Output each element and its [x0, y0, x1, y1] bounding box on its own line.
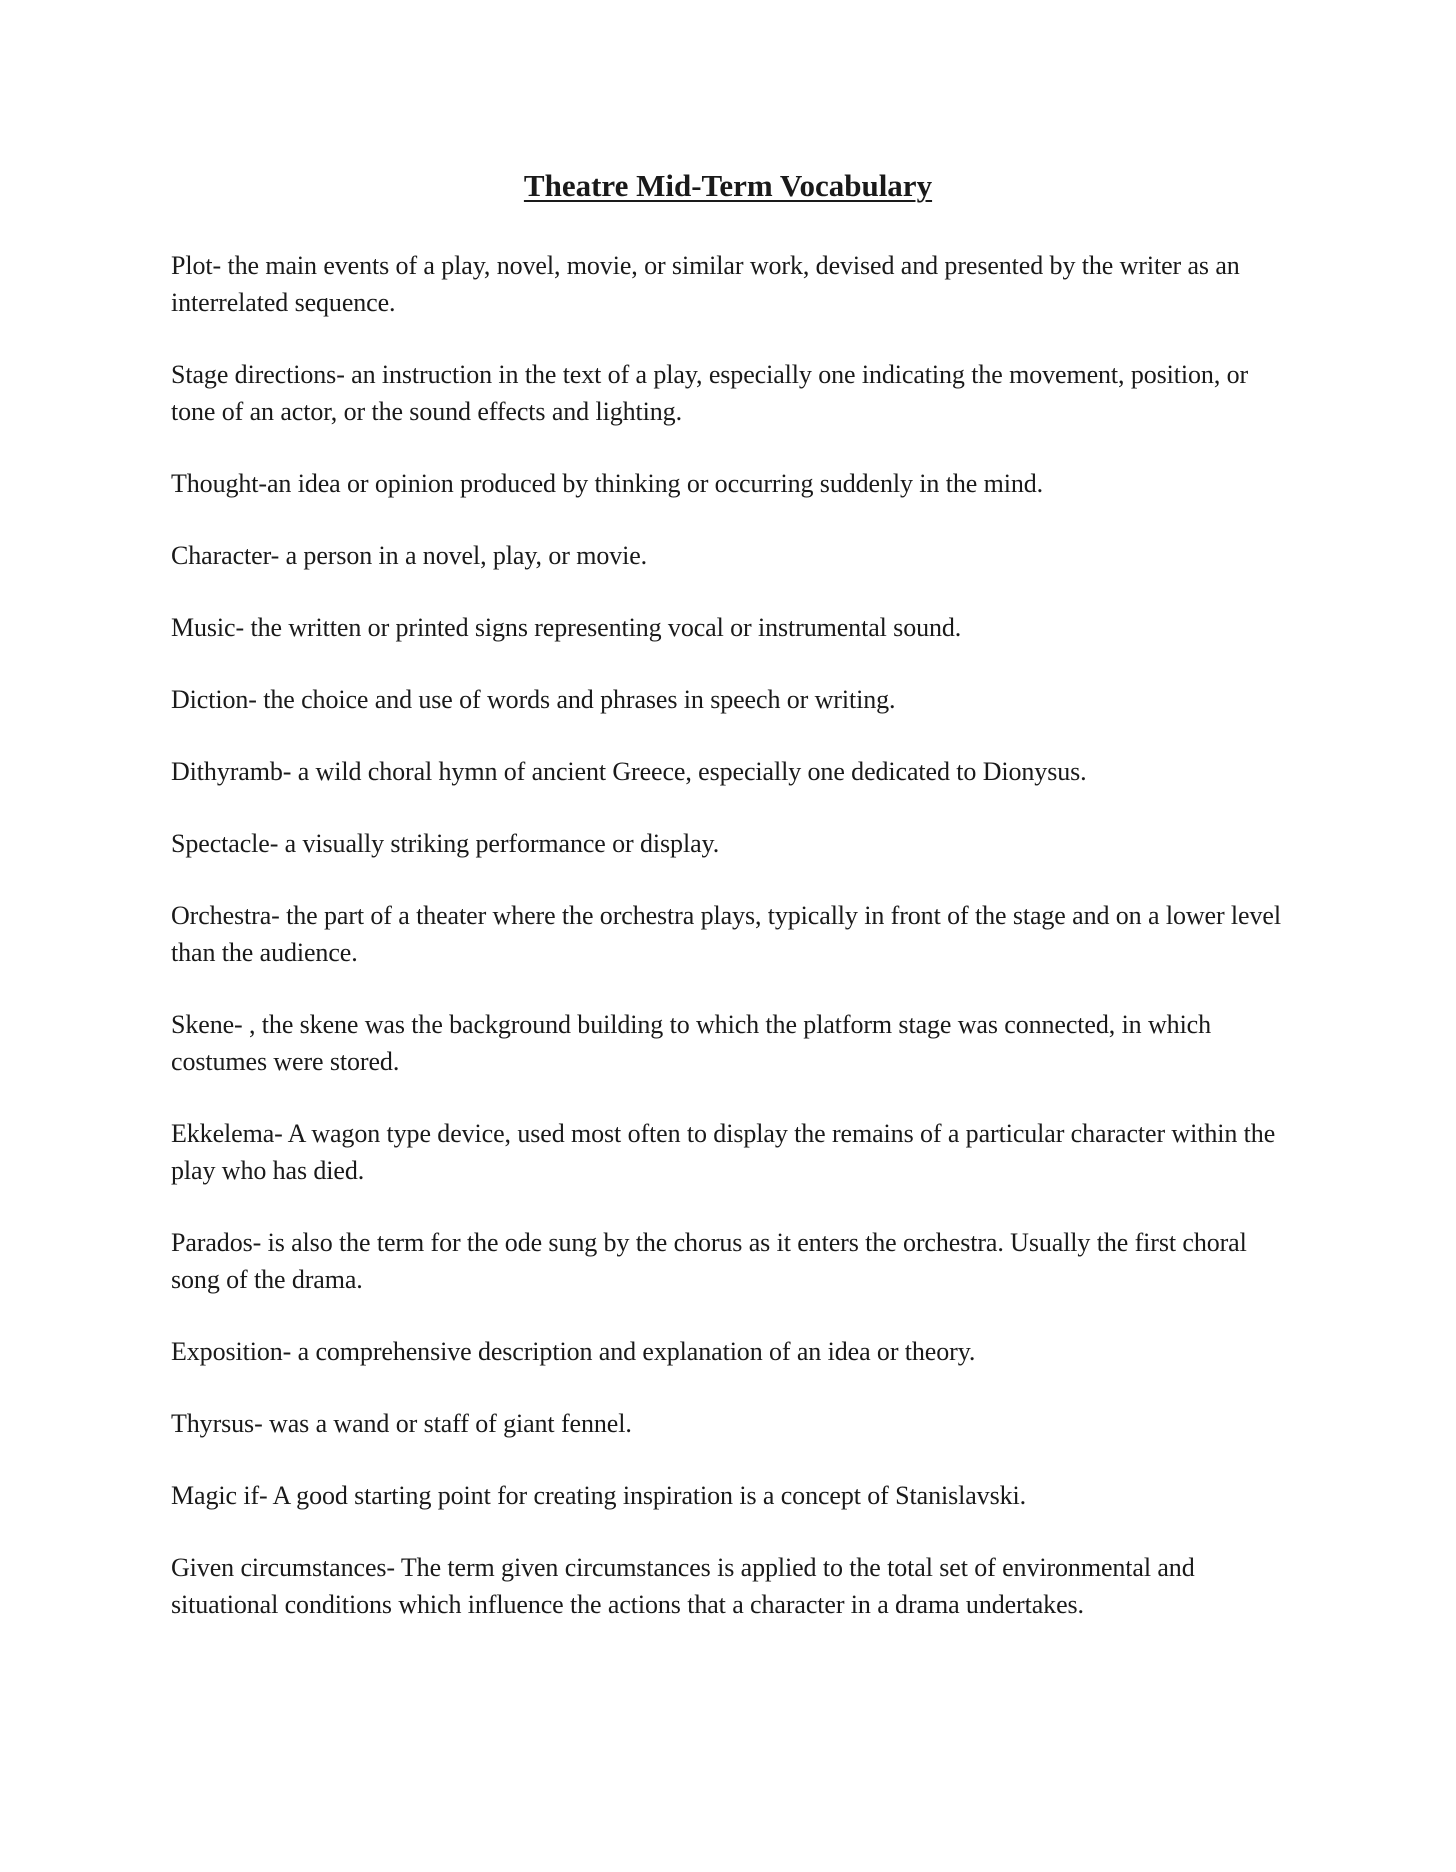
- vocabulary-entry: Thought-an idea or opinion produced by thinking or occurring suddenly in the mind.: [171, 469, 1044, 498]
- vocabulary-entry: Given circumstances- The term given circumstances is applied to the total set of environmental and situational conditions which influence the actions that a character in a drama undertakes.: [171, 1553, 1195, 1619]
- vocabulary-entry: Dithyramb- a wild choral hymn of ancient Greece, especially one dedicated to Dionysus.: [171, 757, 1087, 786]
- vocabulary-entry: Skene- , the skene was the background building to which the platform stage was connected, in which costumes were stored.: [171, 1010, 1212, 1076]
- vocabulary-entry: Orchestra- the part of a theater where the orchestra plays, typically in front of the stage and on a lower level than the audience.: [171, 901, 1281, 967]
- page-title: Theatre Mid-Term Vocabulary: [523, 168, 933, 203]
- vocabulary-entry: Plot- the main events of a play, novel, movie, or similar work, devised and presented by the writer as an interrelated sequence.: [171, 251, 1240, 317]
- vocabulary-entry: Ekkelema- A wagon type device, used most often to display the remains of a particular character within the play who has died.: [171, 1119, 1276, 1185]
- vocabulary-entry: Character- a person in a novel, play, or movie.: [171, 541, 648, 570]
- vocabulary-entry: Thyrsus- was a wand or staff of giant fennel.: [171, 1409, 632, 1438]
- vocabulary-entry: Magic if- A good starting point for creating inspiration is a concept of Stanislavski.: [171, 1481, 1027, 1510]
- vocabulary-list: [171, 247, 1286, 1658]
- vocabulary-entry: Diction- the choice and use of words and phrases in speech or writing.: [171, 685, 896, 714]
- vocabulary-entry: Music- the written or printed signs representing vocal or instrumental sound.: [171, 613, 962, 642]
- vocabulary-entry: Parados- is also the term for the ode sung by the chorus as it enters the orchestra. Usually the first choral song of the drama.: [171, 1228, 1247, 1294]
- vocabulary-entry: Stage directions- an instruction in the text of a play, especially one indicating the movement, position, or tone of an actor, or the sound effects and lighting.: [171, 360, 1249, 426]
- vocabulary-entry: Spectacle- a visually striking performance or display.: [171, 829, 720, 858]
- vocabulary-entry: Exposition- a comprehensive description and explanation of an idea or theory.: [171, 1337, 976, 1366]
